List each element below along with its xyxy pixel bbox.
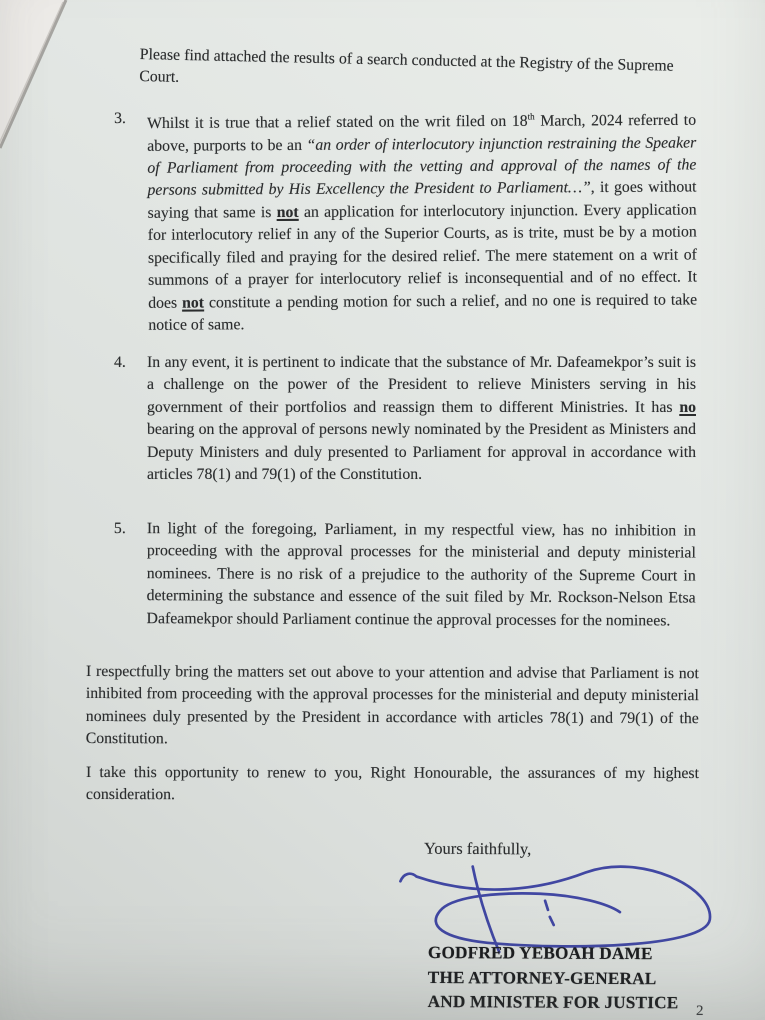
- item-text: In light of the foregoing, Parliament, in my respectful view, has no inhibition in proceeding with the approval processes for the ministerial and deputy ministerial nominees. There is no risk of a prejudice to the authority of the Supreme Court in determining the substance and essence of the suit filed by Mr. Rockson-Nelson Etsa Dafeamekpor should Parliament continue the approval processes for the nominees.: [146, 520, 696, 630]
- signatory-block: [428, 941, 679, 1016]
- closing-paragraph-1: I respectfully bring the matters set out above to your attention and advise that Parliament is not inhibited from proceeding with the approval processes for the ministerial and deputy ministerial nominees duly presented by the President in accordance with articles 78(1) and 79(1) of the Constitution.: [85, 663, 699, 748]
- underlying-page-corner-icon: [0, 0, 82, 162]
- closing-paragraph-2: I take this opportunity to renew to you, Right Honourable, the assurances of my highest consideration.: [85, 764, 699, 804]
- item-number: 4.: [114, 354, 126, 371]
- signatory-title-1: THE ATTORNEY-GENERAL: [427, 967, 657, 988]
- list-item-4: [114, 352, 696, 486]
- signatory-title-2: AND MINISTER FOR JUSTICE: [427, 991, 679, 1013]
- list-item-5: [114, 518, 696, 633]
- item-text: Whilst it is true that a relief stated on the writ filed on 18th March, 2024 referred to above, purports to be an “an order of interlocutory injunction restraining the Speaker of Parliament from proceeding with the vetting and approval of the names of the persons submitted by His Excellency the President to Parliament…”, it goes without saying that same is not an application for interlocutory injunction. Every application for interlocutory relief in any of the Superior Courts, as is trite, must be by a motion specifically filed and praying for the desired relief. The mere statement on a writ of summons of a prayer for interlocutory relief is inconsequential and of no effect. It does not constitute a pending motion for such a relief, and no one is required to take notice of same.: [147, 111, 698, 334]
- page-number: 2: [696, 1003, 704, 1019]
- signatory-name: GODFRED YEBOAH DAME: [427, 943, 653, 964]
- item-number: 5.: [113, 520, 126, 538]
- item-text: In any event, it is pertinent to indicate that the substance of Mr. Dafeamekpor’s suit is a challenge on the power of the President to relieve Ministers serving in his government of their portfolios and reassign them to different Ministries. It has no bearing on the approval of persons newly nominated by the President as Ministers and Deputy Ministers and duly presented to Parliament for approval in accordance with articles 78(1) and 79(1) of the Constitution.: [147, 354, 696, 484]
- list-item-3: [114, 104, 697, 337]
- item-number: 3.: [114, 109, 126, 127]
- valediction: Yours faithfully,: [423, 838, 532, 859]
- intro-paragraph: Please find attached the results of a search conducted at the Registry of the Supreme Court.: [139, 45, 674, 87]
